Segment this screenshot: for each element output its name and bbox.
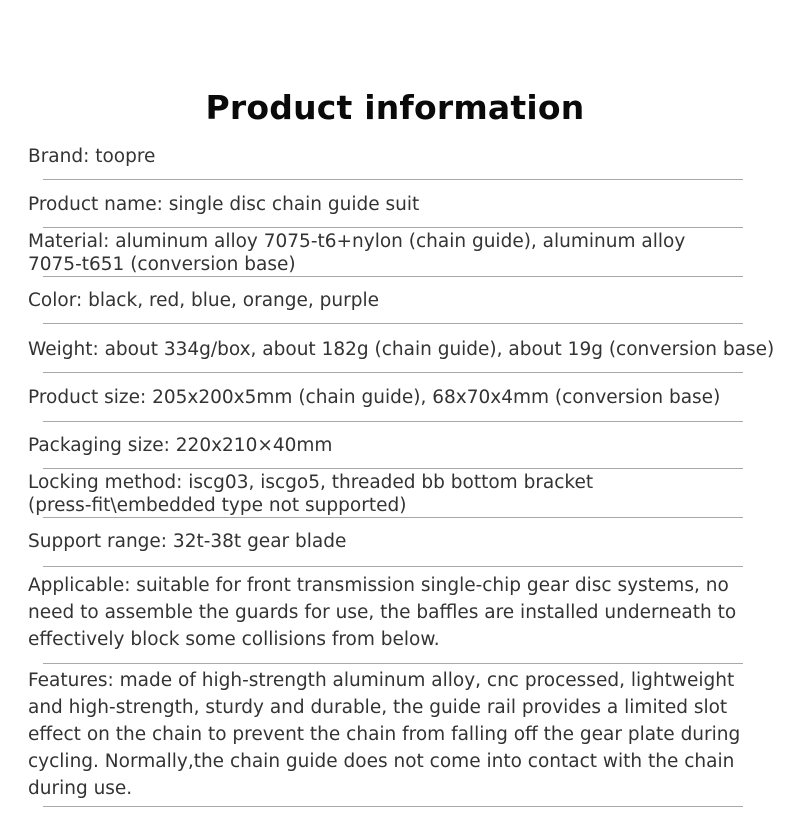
divider	[43, 276, 743, 277]
spec-product-size: Product size: 205x200x5mm (chain guide), 68x70x4mm (conversion base)	[28, 387, 721, 408]
divider	[43, 663, 743, 664]
spec-brand: Brand: toopre	[28, 146, 156, 167]
page-title: Product information	[205, 88, 585, 128]
spec-color: Color: black, red, blue, orange, purple	[28, 290, 380, 311]
divider	[43, 566, 743, 567]
divider	[43, 468, 743, 469]
spec-product-name: Product name: single disc chain guide suit	[28, 194, 420, 215]
divider	[43, 323, 743, 324]
divider	[43, 179, 743, 180]
spec-applicable: Applicable: suitable for front transmission single-chip gear disc systems, no need to assemble the guards for use, the baffles are installed underneath to effectively block some collisions from below.	[28, 575, 737, 650]
spec-packaging-size: Packaging size: 220x210×40mm	[28, 435, 333, 456]
divider	[43, 421, 743, 422]
spec-features: Features: made of high-strength aluminum alloy, cnc processed, lightweight and high-strength, sturdy and durable, the guide rail provides a limited slot effect on the chain to prevent the chain from falling off the gear plate during cycling. Normally,the chain guide does not come into contact with the chain during use.	[28, 670, 741, 799]
divider	[43, 806, 743, 807]
spec-support-range: Support range: 32t-38t gear blade	[28, 531, 347, 552]
divider	[43, 372, 743, 373]
spec-material: Material: aluminum alloy 7075-t6+nylon (chain guide), aluminum alloy 7075-t651 (conversion base)	[28, 231, 686, 275]
divider	[43, 227, 743, 228]
spec-weight: Weight: about 334g/box, about 182g (chain guide), about 19g (conversion base)	[28, 339, 775, 360]
spec-locking-method: Locking method: iscg03, iscgo5, threaded bb bottom bracket (press-fit\embedded type not supported)	[28, 472, 594, 516]
divider	[43, 517, 743, 518]
